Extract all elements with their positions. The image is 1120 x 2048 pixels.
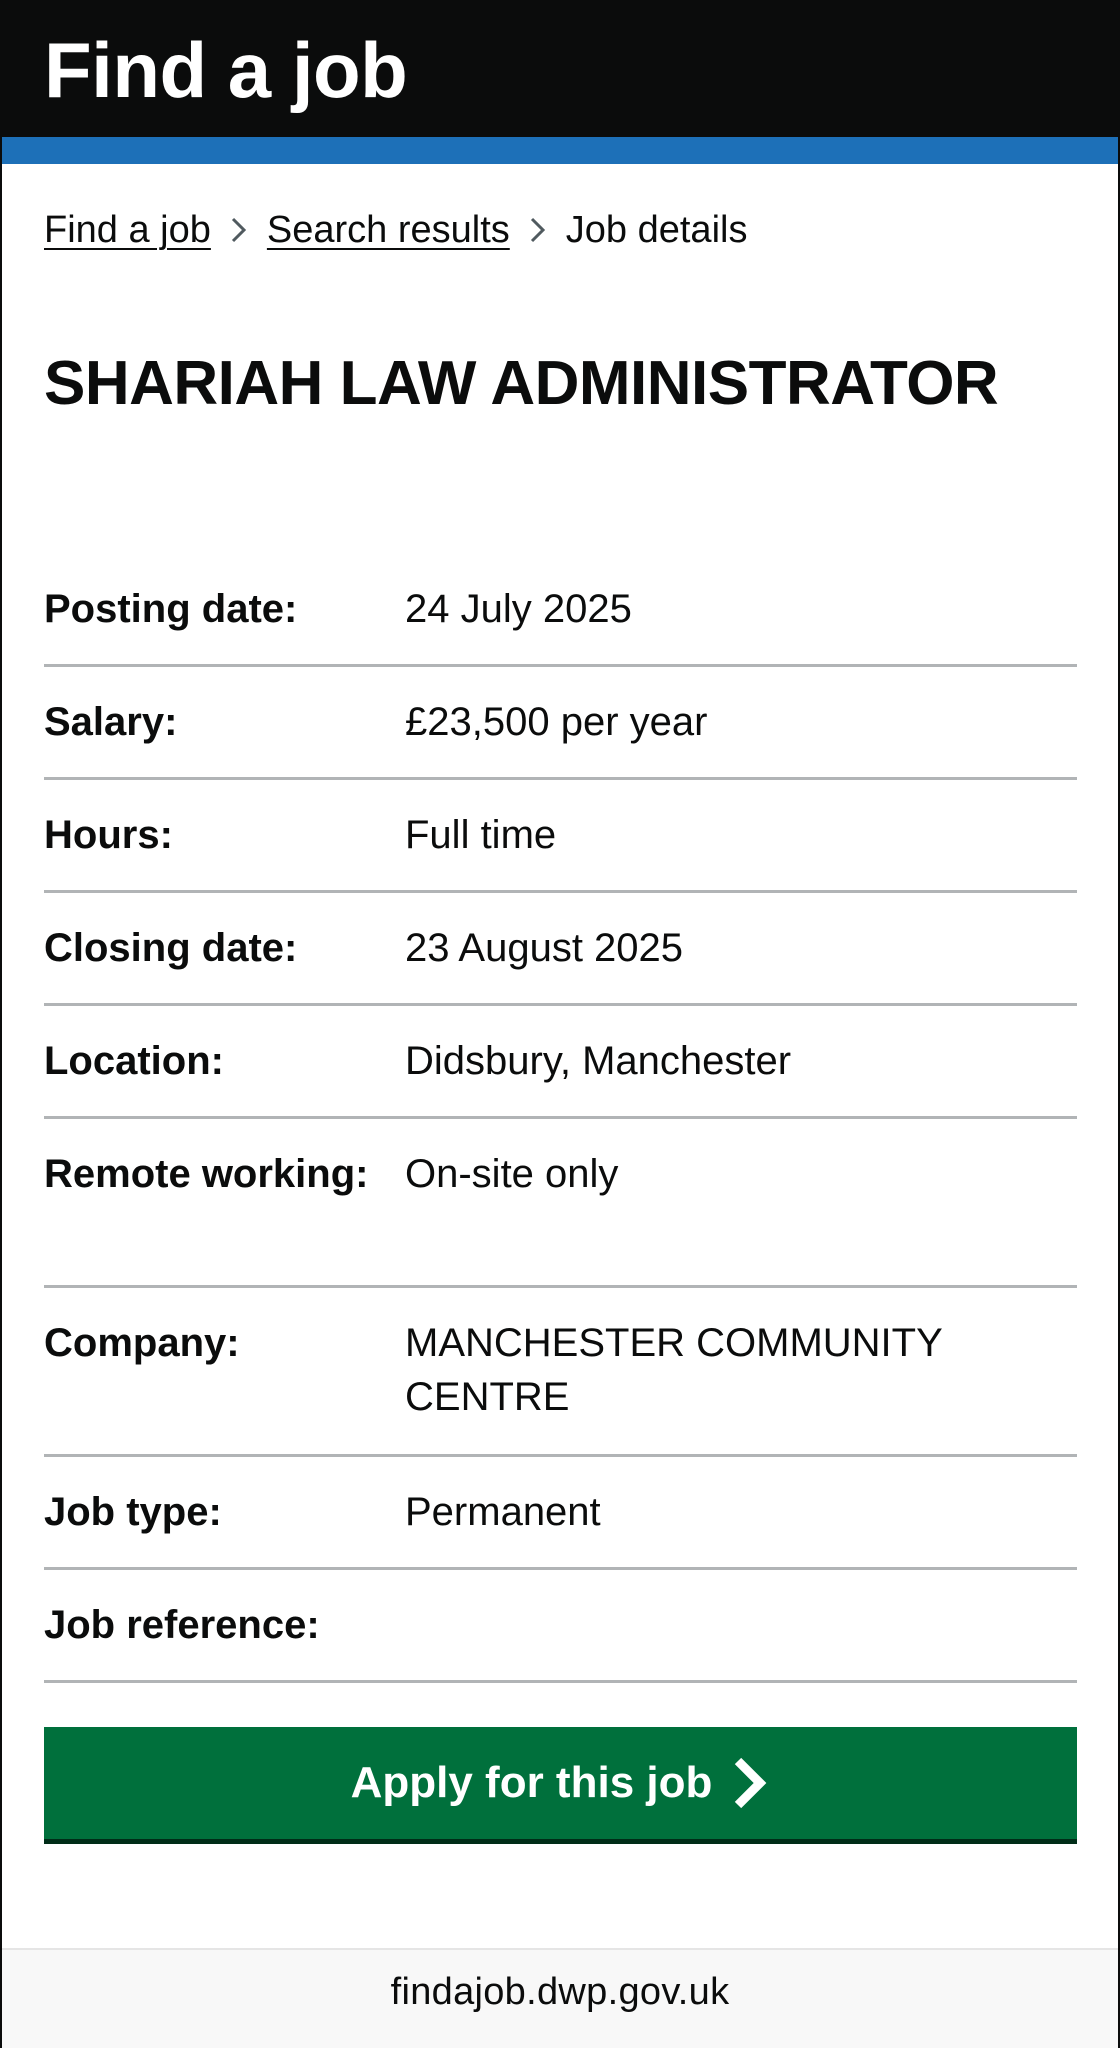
breadcrumb-link-find-a-job[interactable]: Find a job <box>44 209 211 251</box>
summary-key: Remote working: <box>44 1152 369 1196</box>
summary-key: Company: <box>44 1321 240 1365</box>
summary-row-job-type <box>44 1457 1077 1570</box>
header-accent-stripe <box>0 137 1120 164</box>
summary-key: Job reference: <box>44 1603 320 1647</box>
job-summary-list <box>44 554 1077 1683</box>
summary-row-posting-date <box>44 554 1077 667</box>
summary-key: Posting date: <box>44 587 298 631</box>
browser-url-bar[interactable] <box>0 1948 1120 2048</box>
summary-key: Location: <box>44 1039 224 1083</box>
breadcrumb <box>44 206 747 254</box>
summary-value: Didsbury, Manchester <box>405 1039 792 1083</box>
summary-value: Full time <box>405 813 557 857</box>
summary-value <box>405 1598 1077 1652</box>
summary-key: Closing date: <box>44 926 298 970</box>
summary-value: On-site only <box>405 1152 619 1196</box>
site-title[interactable]: Find a job <box>44 26 408 114</box>
summary-value: 23 August 2025 <box>405 926 684 970</box>
summary-row-company <box>44 1288 1077 1457</box>
breadcrumb-current-job-details: Job details <box>565 209 748 251</box>
summary-row-closing-date <box>44 893 1077 1006</box>
summary-row-remote-working <box>44 1119 1077 1288</box>
job-title: SHARIAH LAW ADMINISTRATOR <box>44 349 999 418</box>
chevron-right-icon <box>730 1755 770 1811</box>
summary-row-location <box>44 1006 1077 1119</box>
chevron-right-icon <box>211 216 267 244</box>
apply-for-this-job-button[interactable] <box>44 1727 1077 1839</box>
chevron-right-icon <box>510 216 566 244</box>
summary-row-job-reference <box>44 1570 1077 1683</box>
breadcrumb-link-search-results[interactable]: Search results <box>266 209 510 251</box>
apply-button-label: Apply for this job <box>350 1758 713 1807</box>
summary-row-hours <box>44 780 1077 893</box>
summary-value: £23,500 per year <box>405 700 708 744</box>
summary-value: Permanent <box>405 1490 601 1534</box>
summary-key: Job type: <box>44 1490 222 1534</box>
summary-value: MANCHESTER COMMUNITY CENTRE <box>405 1321 943 1419</box>
summary-row-salary <box>44 667 1077 780</box>
summary-value: 24 July 2025 <box>405 587 632 631</box>
site-header <box>0 0 1120 137</box>
summary-key: Salary: <box>44 700 178 744</box>
page-url: findajob.dwp.gov.uk <box>390 1970 730 2013</box>
summary-key: Hours: <box>44 813 173 857</box>
